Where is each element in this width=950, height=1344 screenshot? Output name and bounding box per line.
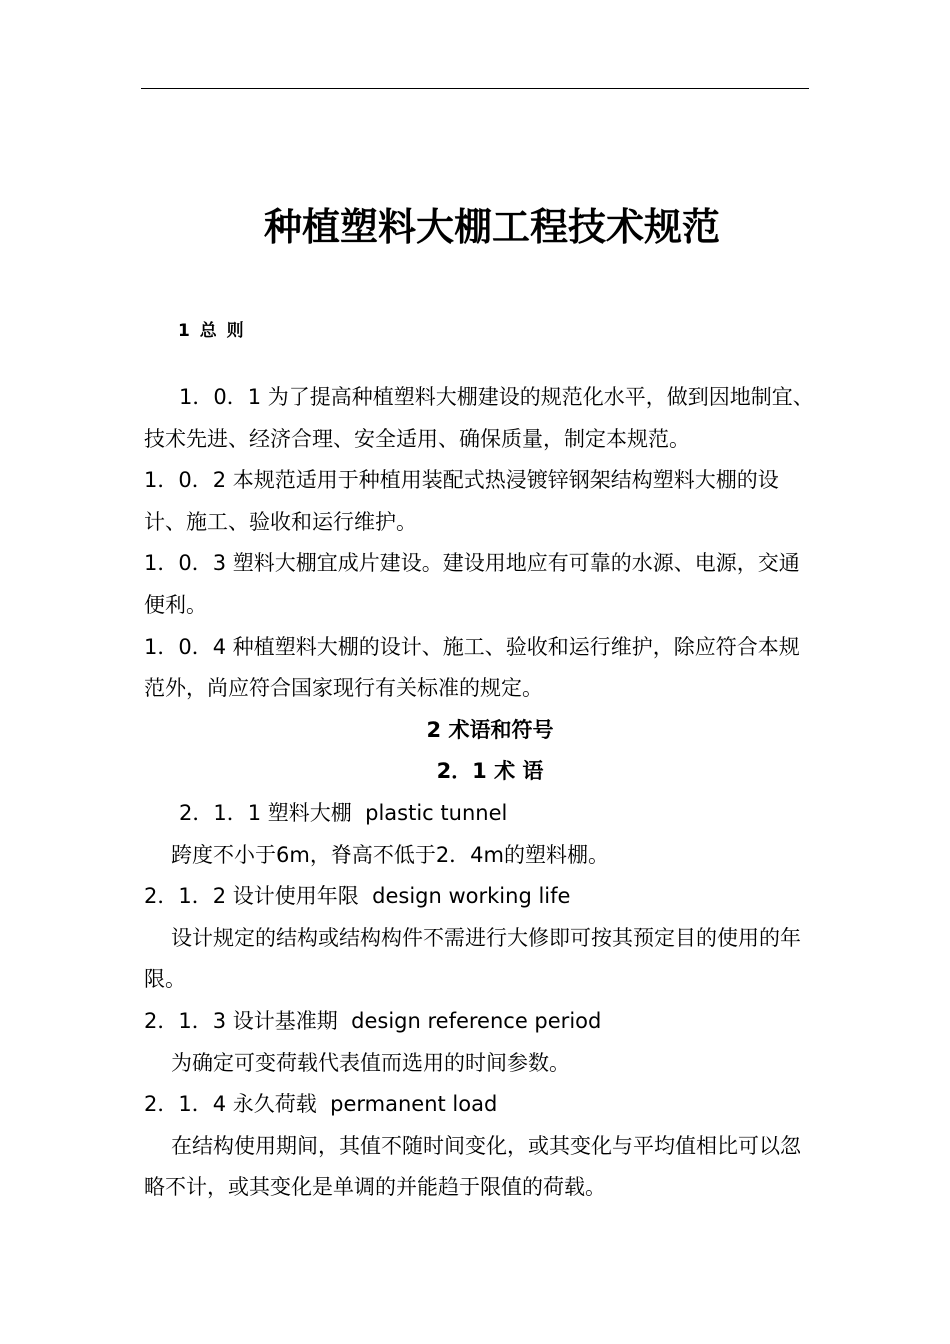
header-rule (141, 88, 809, 89)
document-title: 种植塑料大棚工程技术规范 (263, 205, 720, 249)
term-number: 2．1．2 (144, 884, 227, 909)
clause-text: 为了提高种植塑料大棚建设的规范化水平，做到因地制宜、技术先进、经济合理、安全适用、确保质量，制定本规范。 (144, 385, 814, 451)
clause-1-0-2 (144, 460, 814, 543)
term-english: design working life (372, 884, 571, 909)
clause-1-0-3 (144, 543, 814, 626)
term-2-1-2-heading (144, 876, 814, 918)
clause-number: 1．0．1 (179, 385, 262, 409)
clause-text: 塑料大棚宜成片建设。建设用地应有可靠的水源、电源，交通便利。 (144, 551, 800, 617)
term-2-1-3-definition: 为确定可变荷载代表值而选用的时间参数。 (171, 1050, 570, 1075)
term-number: 2．1．3 (144, 1008, 227, 1033)
term-english: plastic tunnel (365, 800, 508, 825)
term-2-1-1-heading (144, 793, 814, 835)
term-name: 永久荷载 (232, 1092, 317, 1117)
clause-text: 种植塑料大棚的设计、施工、验收和运行维护，除应符合本规范外，尚应符合国家现行有关标准的规定。 (144, 634, 800, 701)
term-english: permanent load (330, 1092, 498, 1117)
term-english: design reference period (351, 1008, 602, 1033)
term-number: 2．1．4 (144, 1092, 227, 1117)
clause-1-0-1 (144, 377, 814, 460)
chapter-2-heading: 2 术语和符号 (426, 717, 554, 742)
term-2-1-3-heading (144, 1001, 814, 1043)
section-2-1-heading: 2．1 术 语 (436, 759, 544, 784)
term-2-1-4-definition: 在结构使用期间，其值不随时间变化，或其变化与平均值相比可以忽略不计，或其变化是单调的并能趋于限值的荷载。 (144, 1133, 801, 1200)
clause-number: 1．0．4 (144, 634, 227, 659)
term-number: 2．1．1 (179, 800, 262, 825)
term-name: 设计基准期 (232, 1008, 338, 1033)
clause-text: 本规范适用于种植用装配式热浸镀锌钢架结构塑料大棚的设计、施工、验收和运行维护。 (144, 468, 779, 534)
term-2-1-2-definition: 设计规定的结构或结构构件不需进行大修即可按其预定目的使用的年限。 (144, 925, 801, 992)
term-2-1-4-heading (144, 1084, 814, 1126)
term-name: 设计使用年限 (232, 884, 359, 909)
clause-number: 1．0．3 (144, 551, 227, 576)
document-body (144, 377, 814, 1209)
clause-number: 1．0．2 (144, 468, 227, 493)
clause-1-0-4 (144, 627, 814, 710)
term-name: 塑料大棚 (267, 800, 352, 825)
term-2-1-1-definition: 跨度不小于6m，脊高不低于2．4m的塑料棚。 (171, 842, 609, 867)
chapter-1-heading: 1 总 则 (178, 321, 244, 341)
